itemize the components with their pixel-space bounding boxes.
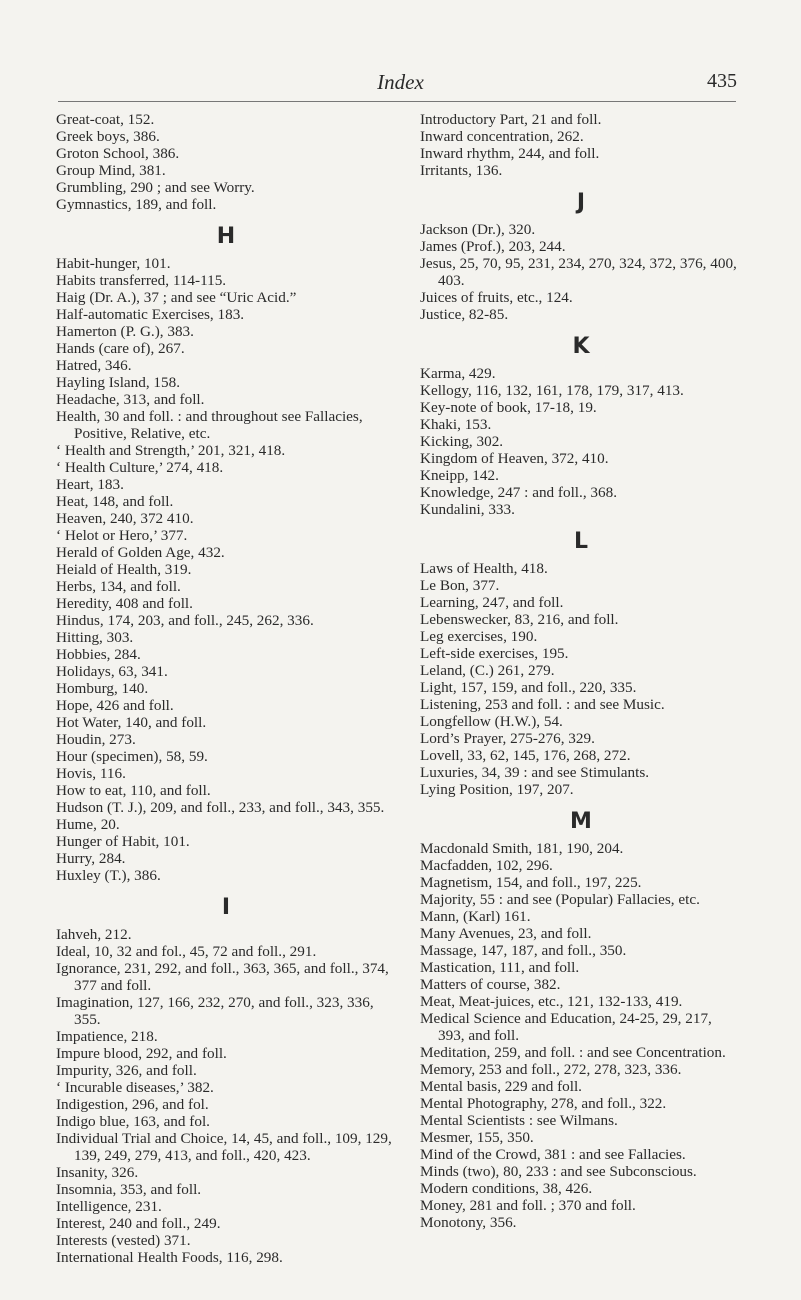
index-entry: Impure blood, 292, and foll. [56,1045,227,1062]
index-entry: Great-coat, 152. [56,111,155,128]
index-entry: Indigo blue, 163, and fol. [56,1113,210,1130]
index-entry: Hunger of Habit, 101. [56,833,190,850]
index-entry: Hindus, 174, 203, and foll., 245, 262, 336. [56,612,314,629]
index-entry: Lord’s Prayer, 275-276, 329. [420,730,595,747]
index-entry: Mesmer, 155, 350. [420,1129,534,1146]
index-entry: How to eat, 110, and foll. [56,782,211,799]
index-entry: Imagination, 127, 166, 232, 270, and foll., 323, 336, 355. [56,994,374,1028]
index-entry: Groton School, 386. [56,145,180,162]
index-entry: Hitting, 303. [56,629,134,646]
index-entry: International Health Foods, 116, 298. [56,1249,283,1266]
index-entry: Habits transferred, 114-115. [56,272,227,289]
index-entry: Intelligence, 231. [56,1198,162,1215]
index-entry: Matters of course, 382. [420,976,561,993]
index-entry: Hurry, 284. [56,850,126,867]
index-entry: ‘ Health Culture,’ 274, 418. [56,459,224,476]
index-entry: Gymnastics, 189, and foll. [56,196,217,213]
index-entry: Magnetism, 154, and foll., 197, 225. [420,874,642,891]
index-entry: Listening, 253 and foll. : and see Music. [420,696,665,713]
index-entry: Insomnia, 353, and foll. [56,1181,202,1198]
index-entry: Hot Water, 140, and foll. [56,714,207,731]
index-entry: Kellogy, 116, 132, 161, 178, 179, 317, 413. [420,382,684,399]
index-entry: Hatred, 346. [56,357,132,374]
index-entry: Irritants, 136. [420,162,503,179]
index-entry: Hope, 426 and foll. [56,697,174,714]
index-entry: Hovis, 116. [56,765,126,782]
index-column-right [420,111,742,1231]
section-letter-k: K [572,334,590,359]
index-entry: Le Bon, 377. [420,577,500,594]
index-entry: Hands (care of), 267. [56,340,185,357]
index-entry: Ideal, 10, 32 and fol., 45, 72 and foll., 291. [56,943,317,960]
index-entry: ‘ Health and Strength,’ 201, 321, 418. [56,442,286,459]
index-entry: Hayling Island, 158. [56,374,181,391]
index-entry: Heiald of Health, 319. [56,561,192,578]
index-entry: Mental Photography, 278, and foll., 322. [420,1095,667,1112]
index-entry: ‘ Incurable diseases,’ 382. [56,1079,214,1096]
index-entry: Grumbling, 290 ; and see Worry. [56,179,255,196]
index-entry: Habit-hunger, 101. [56,255,171,272]
index-entry: Inward concentration, 262. [420,128,584,145]
index-entry: Jesus, 25, 70, 95, 231, 234, 270, 324, 372, 376, 400, 403. [420,255,737,289]
section-letter-l: L [573,529,589,554]
index-entry: Juices of fruits, etc., 124. [420,289,573,306]
index-entry: Memory, 253 and foll., 272, 278, 323, 336. [420,1061,682,1078]
index-entry: Iahveh, 212. [56,926,132,943]
page-number: 435 [707,70,737,92]
index-entry: Hobbies, 284. [56,646,141,663]
index-entry: Group Mind, 381. [56,162,166,179]
index-entry: Justice, 82-85. [420,306,509,323]
index-entry: Heaven, 240, 372 410. [56,510,194,527]
index-entry: Minds (two), 80, 233 : and see Subconscious. [420,1163,697,1180]
index-entry: Massage, 147, 187, and foll., 350. [420,942,627,959]
index-entry: Houdin, 273. [56,731,136,748]
index-entry: Leg exercises, 190. [420,628,538,645]
index-entry: Macfadden, 102, 296. [420,857,553,874]
index-entry: Jackson (Dr.), 320. [420,221,536,238]
index-entry: Kundalini, 333. [420,501,515,518]
index-entry: Kicking, 302. [420,433,504,450]
index-entry: Health, 30 and foll. : and throughout see Fallacies, Positive, Relative, etc. [56,408,363,442]
index-entry: Holidays, 63, 341. [56,663,168,680]
index-entry: Inward rhythm, 244, and foll. [420,145,600,162]
index-entry: Learning, 247, and foll. [420,594,564,611]
index-entry: Haig (Dr. A.), 37 ; and see “Uric Acid.” [56,289,297,306]
index-entry: James (Prof.), 203, 244. [420,238,566,255]
index-entry: Mastication, 111, and foll. [420,959,580,976]
index-entry: Interests (vested) 371. [56,1232,191,1249]
section-letter-i: I [221,895,231,920]
index-entry: Herald of Golden Age, 432. [56,544,225,561]
index-entry: Karma, 429. [420,365,496,382]
index-entry: Key-note of book, 17-18, 19. [420,399,597,416]
index-entry: Mental basis, 229 and foll. [420,1078,582,1095]
index-entry: Mental Scientists : see Wilmans. [420,1112,618,1129]
index-entry: Impatience, 218. [56,1028,158,1045]
index-entry: Mind of the Crowd, 381 : and see Fallacies. [420,1146,686,1163]
index-entry: Longfellow (H.W.), 54. [420,713,563,730]
index-entry: Knowledge, 247 : and foll., 368. [420,484,617,501]
section-letter-h: H [216,224,236,249]
index-entry: Light, 157, 159, and foll., 220, 335. [420,679,637,696]
index-entry: Meditation, 259, and foll. : and see Concentration. [420,1044,726,1061]
index-entry: Herbs, 134, and foll. [56,578,181,595]
index-entry: Interest, 240 and foll., 249. [56,1215,221,1232]
index-entry: Heat, 148, and foll. [56,493,174,510]
index-entry: Insanity, 326. [56,1164,139,1181]
index-entry: Hume, 20. [56,816,120,833]
section-letter-m: M [570,809,592,834]
index-entry: Medical Science and Education, 24-25, 29, 217, 393, and foll. [420,1010,712,1044]
index-entry: Impurity, 326, and foll. [56,1062,197,1079]
index-entry: Money, 281 and foll. ; 370 and foll. [420,1197,636,1214]
index-entry: Heart, 183. [56,476,124,493]
index-entry: Ignorance, 231, 292, and foll., 363, 365, and foll., 374, 377 and foll. [56,960,389,994]
index-entry: Majority, 55 : and see (Popular) Fallacies, etc. [420,891,700,908]
index-entry: Monotony, 356. [420,1214,517,1231]
running-header [0,70,801,100]
index-entry: Hudson (T. J.), 209, and foll., 233, and foll., 343, 355. [56,799,385,816]
index-entry: Many Avenues, 23, and foll. [420,925,592,942]
section-letter-j: J [576,190,586,215]
index-entry: Left-side exercises, 195. [420,645,569,662]
index-entry: Leland, (C.) 261, 279. [420,662,555,679]
index-entry: Laws of Health, 418. [420,560,548,577]
index-entry: Homburg, 140. [56,680,149,697]
index-entry: Macdonald Smith, 181, 190, 204. [420,840,624,857]
index-entry: Heredity, 408 and foll. [56,595,193,612]
index-entry: Lebenswecker, 83, 216, and foll. [420,611,619,628]
index-entry: Khaki, 153. [420,416,492,433]
index-entry: Hamerton (P. G.), 383. [56,323,194,340]
index-entry: Luxuries, 34, 39 : and see Stimulants. [420,764,650,781]
index-entry: Half-automatic Exercises, 183. [56,306,245,323]
index-entry: Modern conditions, 38, 426. [420,1180,593,1197]
index-column-left [56,111,396,1266]
running-title: Index [377,70,424,94]
header-rule [58,101,736,102]
index-entry: Introductory Part, 21 and foll. [420,111,602,128]
index-entry: Lying Position, 197, 207. [420,781,574,798]
index-entry: Huxley (T.), 386. [56,867,161,884]
index-entry: Hour (specimen), 58, 59. [56,748,208,765]
index-entry: Kneipp, 142. [420,467,499,484]
index-entry: Kingdom of Heaven, 372, 410. [420,450,609,467]
index-entry: Meat, Meat-juices, etc., 121, 132-133, 419. [420,993,683,1010]
index-entry: Lovell, 33, 62, 145, 176, 268, 272. [420,747,631,764]
index-entry: Individual Trial and Choice, 14, 45, and foll., 109, 129, 139, 249, 279, 413, and foll., 420, 423. [56,1130,392,1164]
index-entry: Mann, (Karl) 161. [420,908,531,925]
index-entry: Headache, 313, and foll. [56,391,205,408]
index-entry: ‘ Helot or Hero,’ 377. [56,527,188,544]
index-entry: Greek boys, 386. [56,128,160,145]
index-entry: Indigestion, 296, and fol. [56,1096,209,1113]
